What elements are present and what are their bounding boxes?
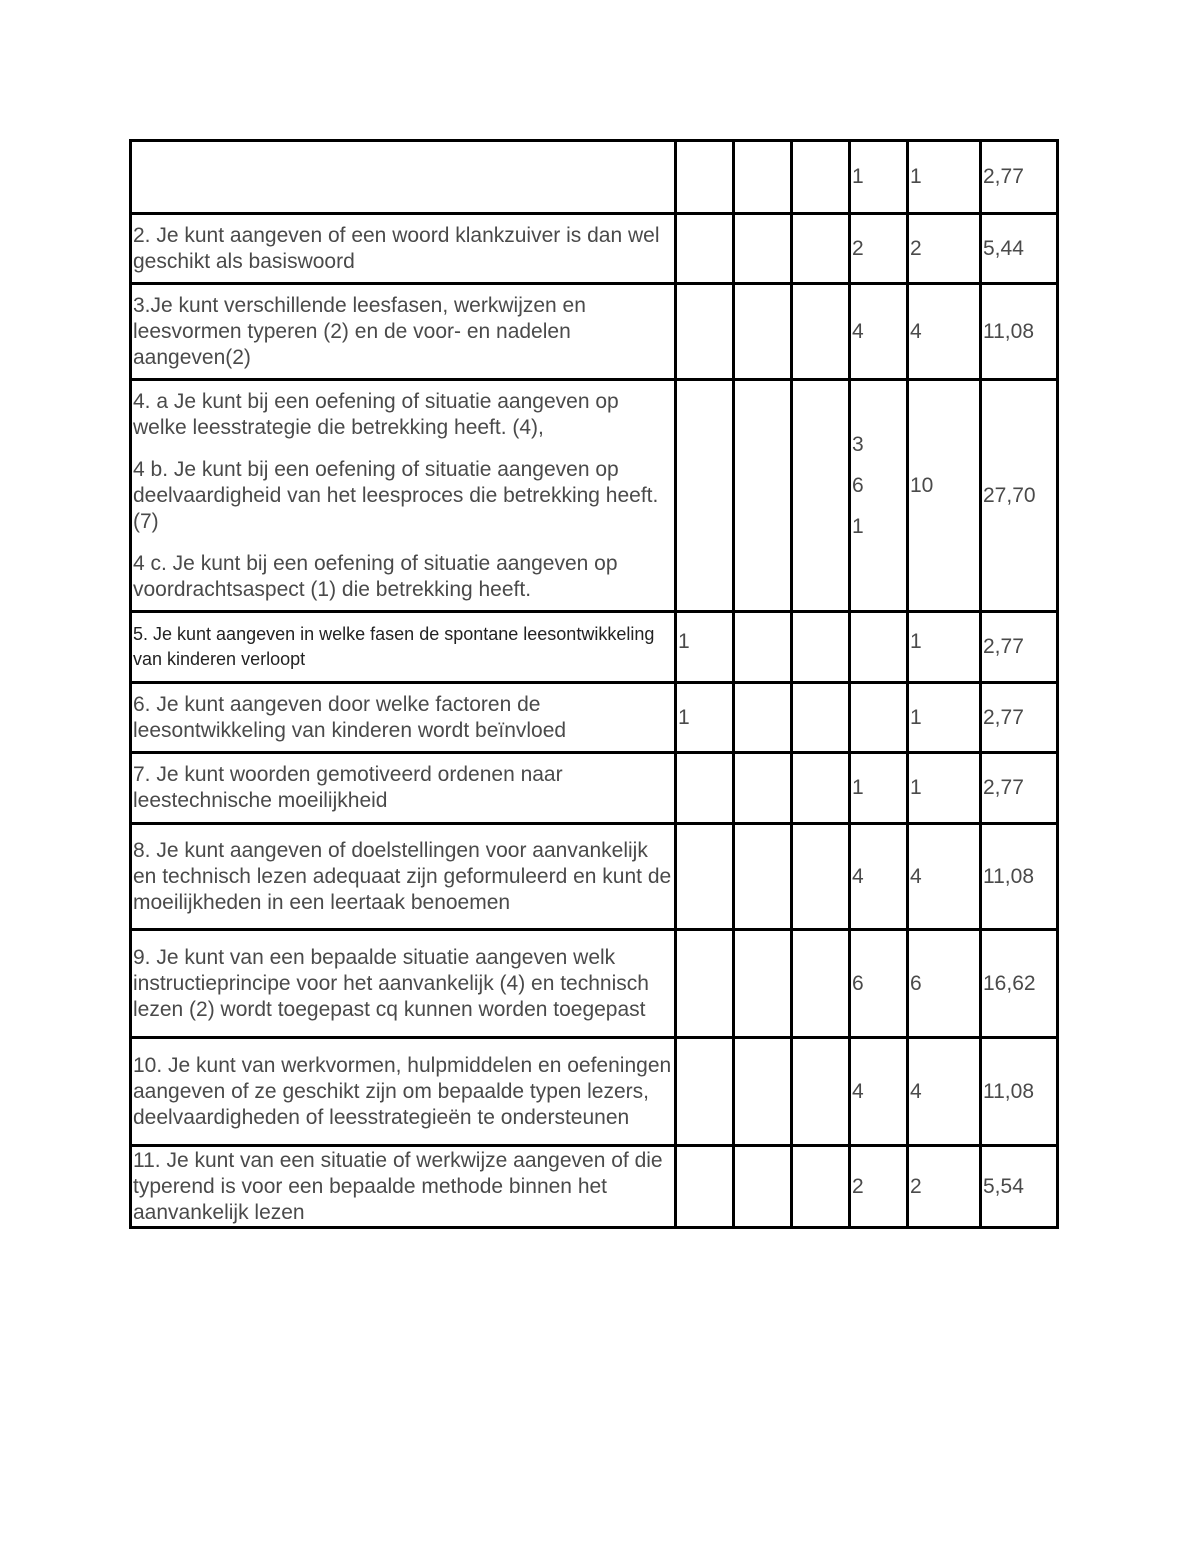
- table-row: [131, 380, 1058, 612]
- total-cell: 10: [908, 380, 981, 612]
- total-cell: 1: [908, 141, 981, 214]
- total-cell: 1: [908, 612, 981, 683]
- percentage-cell: 11,08: [981, 824, 1058, 930]
- objective-text: 3.Je kunt verschillende leesfasen, werkwijzen en leesvormen typeren (2) en de voor- en nadelen aangeven(2): [133, 293, 586, 369]
- count-cell: [734, 1146, 792, 1228]
- table-row: [131, 1038, 1058, 1146]
- table-row: [131, 214, 1058, 284]
- percentage-cell: 2,77: [981, 753, 1058, 824]
- count-cell: [792, 930, 850, 1038]
- objective-text-4a: 4. a Je kunt bij een oefening of situatie aangeven op welke leesstrategie die betrekking heeft. (4),: [133, 389, 619, 439]
- objective-text: 10. Je kunt van werkvormen, hulpmiddelen en oefeningen aangeven of ze geschikt zijn om bepaalde typen lezers, deelvaardigheden of leesstrategieën te ondersteunen: [133, 1053, 672, 1129]
- percentage-cell: 27,70: [981, 380, 1058, 612]
- count-4a: 3: [852, 433, 864, 456]
- objective-text: 7. Je kunt woorden gemotiveerd ordenen naar leestechnische moeilijkheid: [133, 763, 563, 812]
- count-cell: [850, 612, 908, 683]
- objective-text: 2. Je kunt aangeven of een woord klankzuiver is dan wel geschikt als basiswoord: [133, 223, 660, 273]
- learning-objectives-table: [129, 139, 1059, 1229]
- percentage-cell: 5,54: [981, 1146, 1058, 1228]
- count-cell: [676, 284, 734, 380]
- total-cell: 1: [908, 753, 981, 824]
- count-cell: 4: [850, 1038, 908, 1146]
- objective-cell: [131, 824, 676, 930]
- count-cell: [734, 141, 792, 214]
- table-row: [131, 141, 1058, 214]
- count-cell: [734, 612, 792, 683]
- count-cell: 2: [850, 214, 908, 284]
- count-cell: [676, 1146, 734, 1228]
- total-cell: 4: [908, 1038, 981, 1146]
- count-cell: [792, 1038, 850, 1146]
- total-cell: 2: [908, 214, 981, 284]
- percentage-cell: 11,08: [981, 284, 1058, 380]
- objective-text: 9. Je kunt van een bepaalde situatie aangeven welk instructieprincipe voor het aanvankelijk (4) en technisch lezen (2) wordt toegepast cq kunnen worden toegepast: [133, 945, 649, 1021]
- objective-cell: [131, 753, 676, 824]
- percentage-cell: 16,62: [981, 930, 1058, 1038]
- count-cell: [676, 1038, 734, 1146]
- count-cell: [676, 380, 734, 612]
- count-cell: [850, 380, 908, 612]
- percentage-cell: 2,77: [981, 612, 1058, 683]
- objective-cell: [131, 141, 676, 214]
- count-cell: [792, 141, 850, 214]
- count-4c: 1: [852, 515, 864, 538]
- objective-cell: [131, 284, 676, 380]
- total-cell: 1: [908, 683, 981, 753]
- count-cell: [792, 824, 850, 930]
- objective-text: 11. Je kunt van een situatie of werkwijze aangeven of die typerend is voor een bepaalde methode binnen het aanvankelijk lezen: [133, 1148, 663, 1224]
- count-cell: 1: [676, 612, 734, 683]
- count-cell: [676, 214, 734, 284]
- count-cell: 4: [850, 824, 908, 930]
- objective-text: 5. Je kunt aangeven in welke fasen de spontane leesontwikkeling van kinderen verloopt: [133, 624, 655, 669]
- count-cell: [792, 380, 850, 612]
- table-row: [131, 824, 1058, 930]
- table-row: [131, 753, 1058, 824]
- objective-text: 8. Je kunt aangeven of doelstellingen voor aanvankelijk en technisch lezen adequaat zijn geformuleerd en kunt de moeilijkheden in een leertaak benoemen: [133, 838, 672, 914]
- count-cell: [792, 612, 850, 683]
- objective-cell: [131, 1146, 676, 1228]
- count-cell: 6: [850, 930, 908, 1038]
- count-cell: [734, 214, 792, 284]
- table-row: [131, 284, 1058, 380]
- count-cell: [734, 380, 792, 612]
- count-cell: 1: [850, 753, 908, 824]
- count-cell: [676, 753, 734, 824]
- count-cell: [734, 824, 792, 930]
- percentage-cell: 2,77: [981, 683, 1058, 753]
- count-cell: 1: [676, 683, 734, 753]
- count-cell: [792, 753, 850, 824]
- table-row: [131, 612, 1058, 683]
- objective-text-4b: 4 b. Je kunt bij een oefening of situatie aangeven op deelvaardigheid van het leesproces die betrekking heeft. (7): [133, 457, 659, 533]
- total-cell: 2: [908, 1146, 981, 1228]
- table-row: [131, 930, 1058, 1038]
- count-cell: [792, 214, 850, 284]
- count-cell: [676, 824, 734, 930]
- objective-text-4c: 4 c. Je kunt bij een oefening of situatie aangeven op voordrachtsaspect (1) die betrekking heeft.: [133, 551, 618, 601]
- objective-cell: [131, 930, 676, 1038]
- count-cell: [734, 753, 792, 824]
- table-row: [131, 1146, 1058, 1228]
- table-row: [131, 683, 1058, 753]
- count-cell: [850, 683, 908, 753]
- percentage-cell: 2,77: [981, 141, 1058, 214]
- objective-text: 6. Je kunt aangeven door welke factoren de leesontwikkeling van kinderen wordt beïnvloed: [133, 692, 567, 742]
- total-cell: 4: [908, 284, 981, 380]
- count-cell: 2: [850, 1146, 908, 1228]
- count-cell: [676, 930, 734, 1038]
- count-4b: 6: [852, 474, 864, 497]
- count-cell: 1: [850, 141, 908, 214]
- count-cell: [792, 683, 850, 753]
- objective-cell: [131, 380, 676, 612]
- objective-cell: [131, 1038, 676, 1146]
- count-cell: [734, 930, 792, 1038]
- percentage-cell: 5,44: [981, 214, 1058, 284]
- count-cell: [734, 1038, 792, 1146]
- total-cell: 6: [908, 930, 981, 1038]
- count-cell: [734, 284, 792, 380]
- percentage-cell: 11,08: [981, 1038, 1058, 1146]
- count-cell: [792, 284, 850, 380]
- objective-cell: [131, 214, 676, 284]
- count-cell: [734, 683, 792, 753]
- count-cell: [676, 141, 734, 214]
- total-cell: 4: [908, 824, 981, 930]
- objective-cell: [131, 612, 676, 683]
- objective-cell: [131, 683, 676, 753]
- count-cell: [792, 1146, 850, 1228]
- count-cell: 4: [850, 284, 908, 380]
